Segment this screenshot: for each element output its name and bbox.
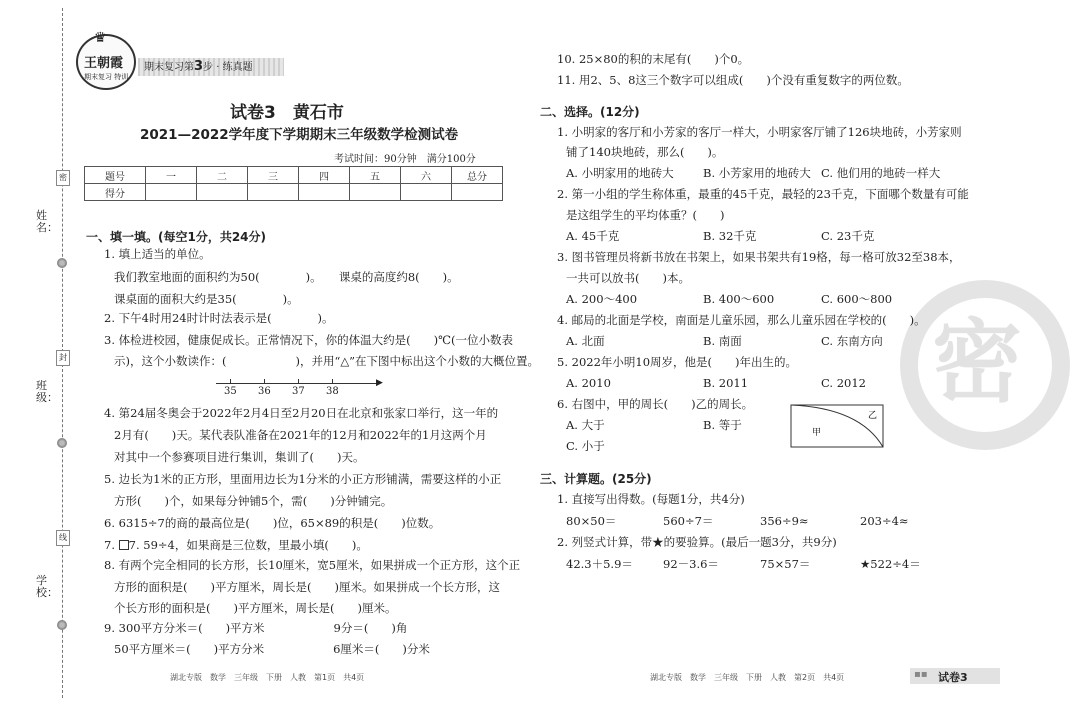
score-cell[interactable] [452,184,503,201]
watermark-stamp [900,280,1070,450]
number-line-label: 38 [326,386,339,397]
option[interactable]: A. 小明家用的地砖大 [566,166,674,180]
crown-icon: ♛ [94,30,107,46]
calc-item: 92－3.6＝ [663,557,719,571]
perimeter-figure [790,404,886,448]
question-line: 9. 300平方分米＝( )平方米 9分＝( )角 [104,621,408,635]
question-7-prefix: 7. [104,538,119,552]
option[interactable]: A. 北面 [566,334,605,348]
score-table-header-row [85,167,503,184]
question-line: 对其中一个参赛项目进行集训，集训了( )天。 [114,450,365,464]
question-line: 11. 用2、5、8这三个数字可以组成( )个没有重复数字的两位数。 [557,73,909,87]
question-line: 方形的面积是( )平方厘米，周长是( )厘米。如果拼成一个长方形，这 [114,580,500,594]
figure-label-jia: 甲 [812,428,822,438]
footer-tab [910,668,1000,684]
question-line: 8. 有两个完全相同的长方形，长10厘米，宽5厘米，如果拼成一个正方形，这个正 [104,558,521,572]
watermark-char: 密 [932,310,1022,415]
option[interactable]: C. 23千克 [821,229,875,243]
logo-sub-left: 期末复习 [84,73,112,81]
option[interactable]: B. 32千克 [703,229,757,243]
score-header: 五 [350,167,401,184]
option[interactable]: C. 东南方向 [821,334,883,348]
logo-text: 王朝霞 [84,56,124,71]
score-cell[interactable] [146,184,197,201]
question-line-7 [104,538,368,552]
number-line-label: 35 [224,386,237,397]
score-header: 三 [248,167,299,184]
banner-step: 3 [194,59,204,74]
score-header: 四 [299,167,350,184]
number-line-tick [230,379,231,384]
question-line: 1. 填上适当的单位。 [104,247,211,261]
section-1-heading: 一、填一填。(每空1分，共24分) [86,230,267,244]
question-line: 3. 图书管理员将新书放在书架上，如果书架共有19格，每一格可放32至38本， [557,250,961,264]
option[interactable]: B. 小芳家用的地砖大 [703,166,811,180]
gutter-name-label: 姓名： [36,209,58,234]
option[interactable]: A. 大于 [566,418,605,432]
number-line-label: 37 [292,386,305,397]
calc-item: 80×50＝ [566,514,617,528]
score-table [84,166,503,201]
score-cell[interactable] [248,184,299,201]
question-line: 10. 25×80的积的末尾有( )个0。 [557,52,750,66]
option[interactable]: C. 600～800 [821,292,893,306]
question-line: 铺了140块地砖，那么( )。 [566,145,724,159]
question-line: 50平方厘米＝( )平方分米 6厘米＝( )分米 [114,642,430,656]
question-line: 3. 体检进校园，健康促成长。正常情况下，你的体温大约是( )℃(一位小数表 [104,333,513,347]
banner [138,58,284,76]
option[interactable]: B. 南面 [703,334,742,348]
calc-item: 356÷9≈ [760,514,809,528]
calc-item: ★522÷4＝ [860,557,921,571]
question-line: 个长方形的面积是( )平方厘米，周长是( )厘米。 [114,601,397,615]
question-line: 是这组学生的平均体重？( ) [566,208,725,222]
question-line: 2. 列竖式计算，带★的要验算。(最后一题3分，共9分) [557,535,837,549]
option[interactable]: A. 200～400 [566,292,638,306]
question-line: 示)，这个小数读作：( )，并用“△”在下图中标出这个小数的大概位置。 [114,354,540,368]
question-line: 2月有( )天。某代表队准备在2021年的12月和2022年的1月这两个月 [114,428,487,442]
question-line: 1. 小明家的客厅和小芳家的客厅一样大，小明家客厅铺了126块地砖，小芳家则 [557,125,962,139]
question-line: 2. 第一小组的学生称体重，最重的45千克，最轻的23千克，下面哪个数量有可能 [557,187,969,201]
option[interactable]: C. 小于 [566,439,605,453]
exam-time: 考试时间：90分钟 满分100分 [334,154,476,165]
footer-left: 湖北专版 数学 三年级 下册 人教 第1页 共4页 [170,673,365,682]
option[interactable]: B. 等于 [703,418,742,432]
punch-hole-icon [57,438,67,448]
logo-sub-right: 特训 [114,73,129,81]
section-3-heading: 三、计算题。(25分) [540,472,652,486]
number-line-label: 36 [258,386,271,397]
number-line-tick [264,379,265,384]
exam-subtitle: 2021—2022学年度下学期期末三年级数学检测试卷 [140,127,459,143]
figure-label-yi: 乙 [868,411,878,421]
question-line: 课桌面的面积大约是35( )。 [114,292,299,306]
arrow-right-icon: ▶ [376,378,383,388]
score-header: 总分 [452,167,503,184]
footer-right: 湖北专版 数学 三年级 下册 人教 第2页 共4页 [650,673,845,682]
calc-item: 42.3＋5.9＝ [566,557,633,571]
section-2-heading: 二、选择。(12分) [540,105,640,119]
punch-hole-icon [57,620,67,630]
calc-item: 203÷4≈ [860,514,909,528]
score-cell[interactable] [401,184,452,201]
question-line: 4. 第24届冬奥会于2022年2月4日至2月20日在北京和张家口举行，这一年的 [104,406,499,420]
calc-item: 75×57＝ [760,557,811,571]
question-line: 6. 右图中，甲的周长( )乙的周长。 [557,397,754,411]
number-line-tick [298,379,299,384]
question-7-text: 7. 59÷4，如果商是三位数，里最小填( )。 [128,538,368,552]
seal-char: 线 [56,530,70,546]
punch-hole-icon [57,258,67,268]
blank-box[interactable] [119,540,129,550]
banner-prefix: 期末复习第 [144,62,194,73]
option[interactable]: A. 2010 [566,376,611,390]
question-line: 我们教室地面的面积约为50( )。 课桌的高度约8( )。 [114,270,459,284]
question-line: 5. 2022年小明10周岁，他是( )年出生的。 [557,355,797,369]
option[interactable]: B. 400～600 [703,292,775,306]
question-line: 方形( )个，如果每分钟铺5个，需( )分钟铺完。 [114,494,393,508]
question-line: 2. 下午4时用24时计时法表示是( )。 [104,311,334,325]
score-header: 六 [401,167,452,184]
banner-suffix: 步 · 练真题 [203,62,253,73]
calc-item: 560÷7＝ [663,514,714,528]
question-line: 5. 边长为1米的正方形，里面用边长为1分米的小正方形铺满，需要这样的小正 [104,472,502,486]
score-header: 二 [197,167,248,184]
footer-tab-label: 试卷3 [938,671,968,684]
score-cell[interactable] [299,184,350,201]
score-header: 题号 [85,167,146,184]
seal-char: 密 [56,170,70,186]
score-cell[interactable] [350,184,401,201]
question-line: 6. 6315÷7的商的最高位是( )位，65×89的积是( )位数。 [104,516,441,530]
question-line: 1. 直接写出得数。(每题1分，共4分) [557,492,745,506]
publisher-logo [76,30,136,90]
option[interactable]: B. 2011 [703,376,749,390]
score-table-score-row [85,184,503,201]
option[interactable]: A. 45千克 [566,229,620,243]
gutter-school-label: 学校： [36,574,58,599]
logo-sub [84,72,128,82]
score-header: 一 [146,167,197,184]
question-line: 4. 邮局的北面是学校，南面是儿童乐园，那么儿童乐园在学校的( )。 [557,313,926,327]
score-row-label: 得分 [85,184,146,201]
number-line-tick [332,379,333,384]
question-line: 一共可以放书( )本。 [566,271,690,285]
seal-char: 封 [56,350,70,366]
gutter-class-label: 班级： [36,379,58,404]
grid-dots-icon: ▪▪ [914,669,928,680]
exam-title: 试卷3 黄石市 [230,103,344,123]
option[interactable]: C. 他们用的地砖一样大 [821,166,941,180]
option[interactable]: C. 2012 [821,376,866,390]
score-cell[interactable] [197,184,248,201]
